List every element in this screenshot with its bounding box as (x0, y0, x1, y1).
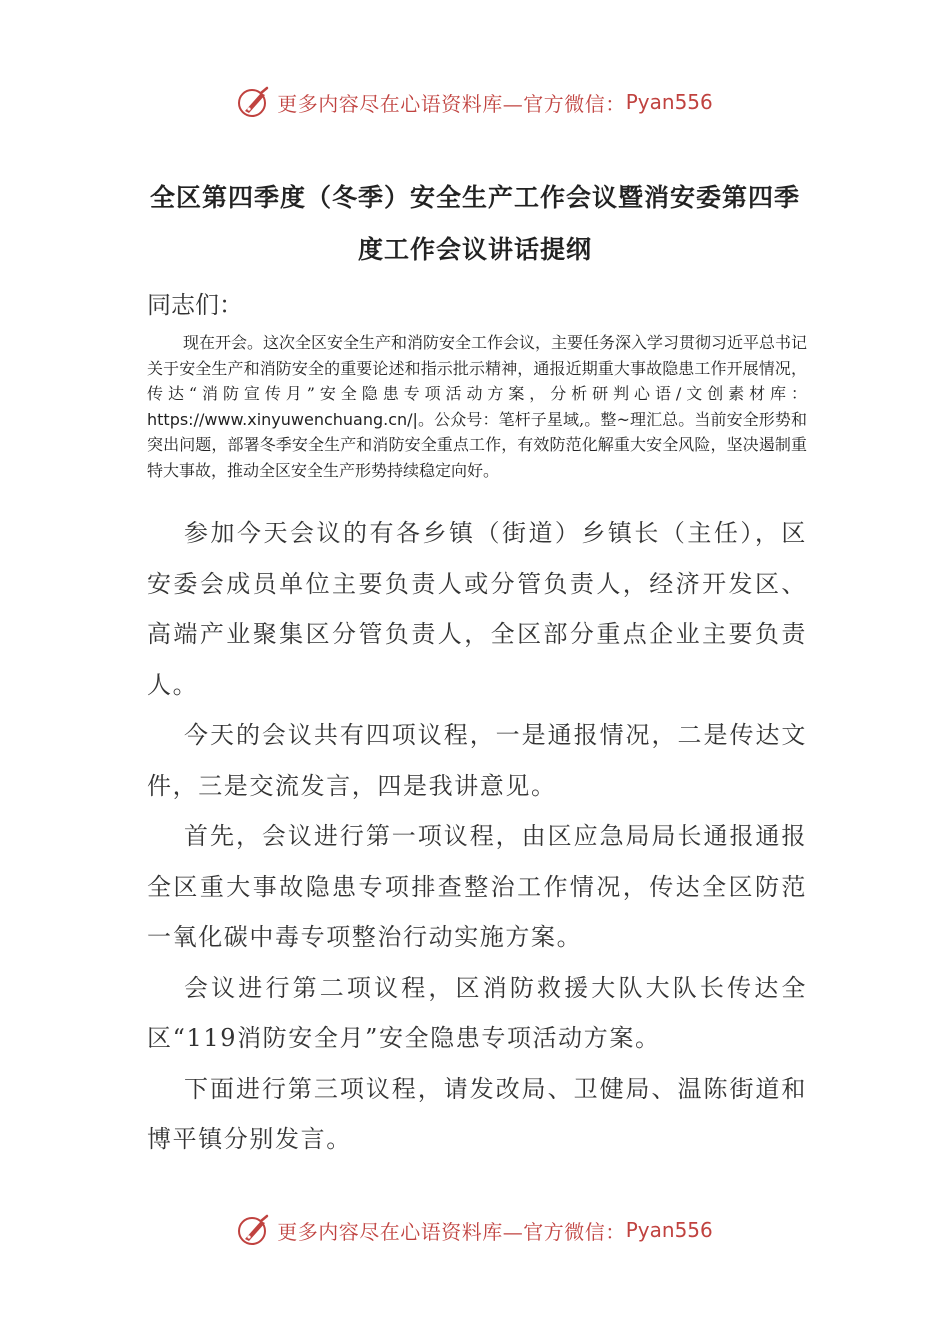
salutation: 同志们： (147, 291, 243, 319)
intro-paragraph (147, 330, 807, 483)
paragraph-agenda-item-2: 会议进行第二项议程，区消防救援大队大队长传达全区“119消防安全月”安全隐患专项活动方案。 (147, 973, 807, 1052)
pen-nib-logo-icon (237, 1213, 271, 1247)
intro-text-after-url: 。公众号：笔杆子星域,。整~理汇总。当前安全形势和突出问题，部署冬季安全生产和消防安全重点工作，有效防范化解重大安全风险，坚决遏制重特大事故，推动全区安全生产形势持续稳定向好。 (147, 409, 807, 480)
header-banner (0, 80, 950, 124)
banner-wechat-handle: Pyan556 (625, 1218, 713, 1242)
pen-nib-logo-icon (237, 85, 271, 119)
body-paragraphs (147, 508, 807, 1165)
intro-text-before-url: 现在开会。这次全区安全生产和消防安全工作会议，主要任务深入学习贯彻习近平总书记关于安全生产和消防安全的重要论述和指示批示精神，通报近期重大事故隐患工作开展情况，传达“消防宣传月”安全隐患专项活动方案，分析研判心语/文创素材库： (147, 333, 808, 403)
intro-url: https://www.xinyuwenchuang.cn/| (147, 409, 418, 429)
paragraph-agenda-item-1: 首先，会议进行第一项议程，由区应急局局长通报通报全区重大事故隐患专项排查整治工作情况，传达全区防范一氧化碳中毒专项整治行动实施方案。 (147, 822, 807, 951)
paragraph-agenda: 今天的会议共有四项议程，一是通报情况，二是传达文件，三是交流发言，四是我讲意见。 (147, 721, 807, 800)
banner-text: 更多内容尽在心语资料库—官方微信： (277, 91, 626, 116)
paragraph-attendees: 参加今天会议的有各乡镇（街道）乡镇长（主任），区安委会成员单位主要负责人或分管负责人，经济开发区、高端产业聚集区分管负责人，全区部分重点企业主要负责人。 (147, 519, 807, 699)
title-line-1: 全区第四季度（冬季）安全生产工作会议暨消安委第四季 (149, 183, 800, 212)
banner-text: 更多内容尽在心语资料库—官方微信： (277, 1219, 626, 1244)
paragraph-agenda-item-3: 下面进行第三项议程，请发改局、卫健局、温陈街道和博平镇分别发言。 (147, 1074, 807, 1153)
document-title (140, 172, 810, 276)
banner-wechat-handle: Pyan556 (625, 90, 713, 114)
footer-banner (0, 1208, 950, 1252)
title-line-2: 度工作会议讲话提纲 (357, 235, 592, 264)
